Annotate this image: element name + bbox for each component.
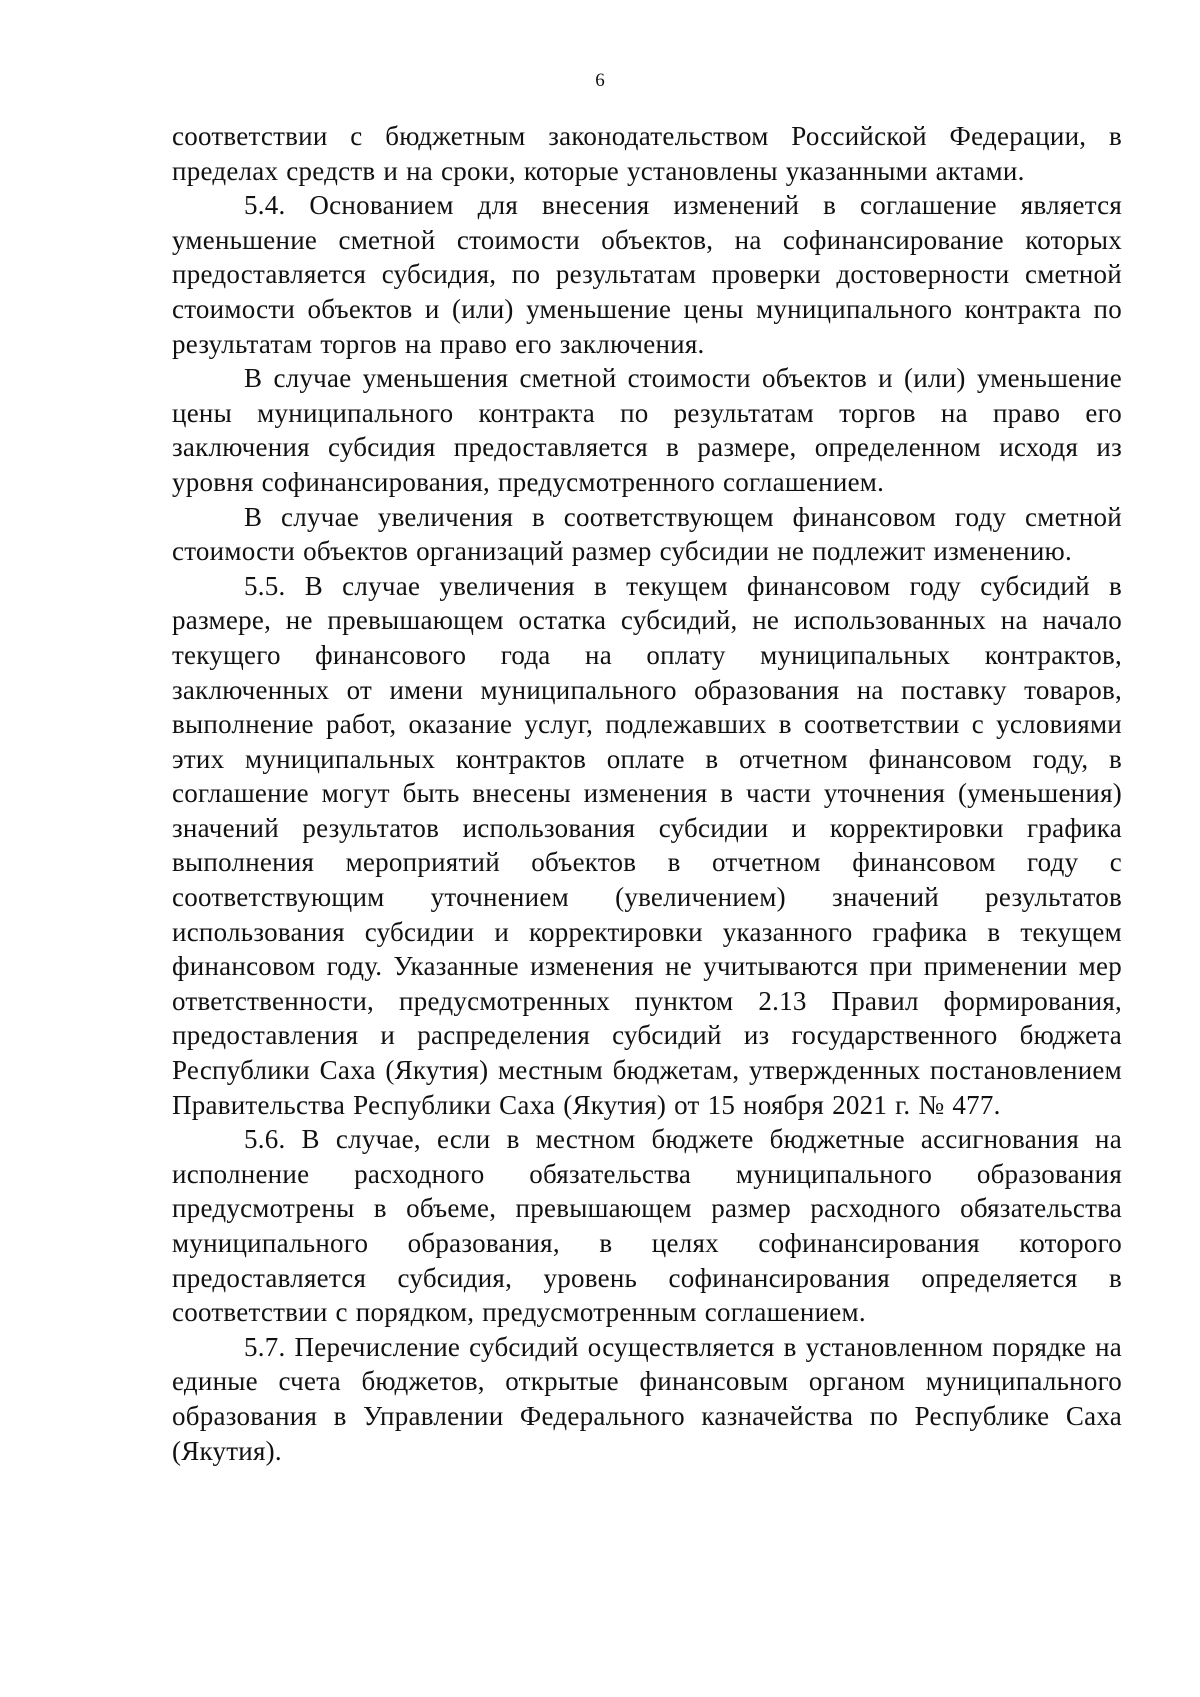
paragraph-5-4: 5.4. Основанием для внесения изменений в соглашение является уменьшение сметной стоимости объектов, на софинансирование которых предоставляется субсидия, по результатам проверки достоверности сметной стоимости объектов и (или) уменьшение цены муниципального контракта по результатам торгов на право его заключения.	[172, 190, 1122, 359]
paragraph-continuation: соответствии с бюджетным законодательством Российской Федерации, в пределах средств и на сроки, которые установлены указанными актами.	[172, 121, 1122, 186]
paragraph-5-6: 5.6. В случае, если в местном бюджете бюджетные ассигнования на исполнение расходного обязательства муниципального образования предусмотрены в объеме, превышающем размер расходного обязательства муниципального образования, в целях софинансирования которого предоставляется субсидия, уровень софинансирования определяется в соответствии с порядком, предусмотренным соглашением.	[172, 1124, 1122, 1328]
document-body	[172, 119, 1122, 1468]
page-number: 6	[595, 70, 605, 91]
paragraph-5-7: 5.7. Перечисление субсидий осуществляется в установленном порядке на единые счета бюджетов, открытые финансовым органом муниципального образования в Управлении Федерального казначейства по Республике Саха (Якутия).	[172, 1331, 1122, 1466]
paragraph-subsidy-increase: В случае увеличения в соответствующем финансовом году сметной стоимости объектов организаций размер субсидии не подлежит изменению.	[172, 501, 1122, 567]
paragraph-5-5: 5.5. В случае увеличения в текущем финансовом году субсидий в размере, не превышающем остатка субсидий, не использованных на начало текущего финансового года на оплату муниципальных контрактов, заключенных от имени муниципального образования на поставку товаров, выполнение работ, оказание услуг, подлежавших в соответствии с условиями этих муниципальных контрактов оплате в отчетном финансовом году, в соглашение могут быть внесены изменения в части уточнения (уменьшения) значений результатов использования субсидии и корректировки графика выполнения мероприятий объектов в отчетном финансовом году с соответствующим уточнением (увеличением) значений результатов использования субсидии и корректировки указанного графика в текущем финансовом году. Указанные изменения не учитываются при применении мер ответственности, предусмотренных пунктом 2.13 Правил формирования, предоставления и распределения субсидий из государственного бюджета Республики Саха (Якутия) местным бюджетам, утвержденных постановлением Правительства Республики Саха (Якутия) от 15 ноября 2021 г. № 477.	[172, 570, 1122, 1120]
paragraph-subsidy-decrease: В случае уменьшения сметной стоимости объектов и (или) уменьшение цены муниципального контракта по результатам торгов на право его заключения субсидия предоставляется в размере, определенном исходя из уровня софинансирования, предусмотренного соглашением.	[172, 363, 1122, 497]
